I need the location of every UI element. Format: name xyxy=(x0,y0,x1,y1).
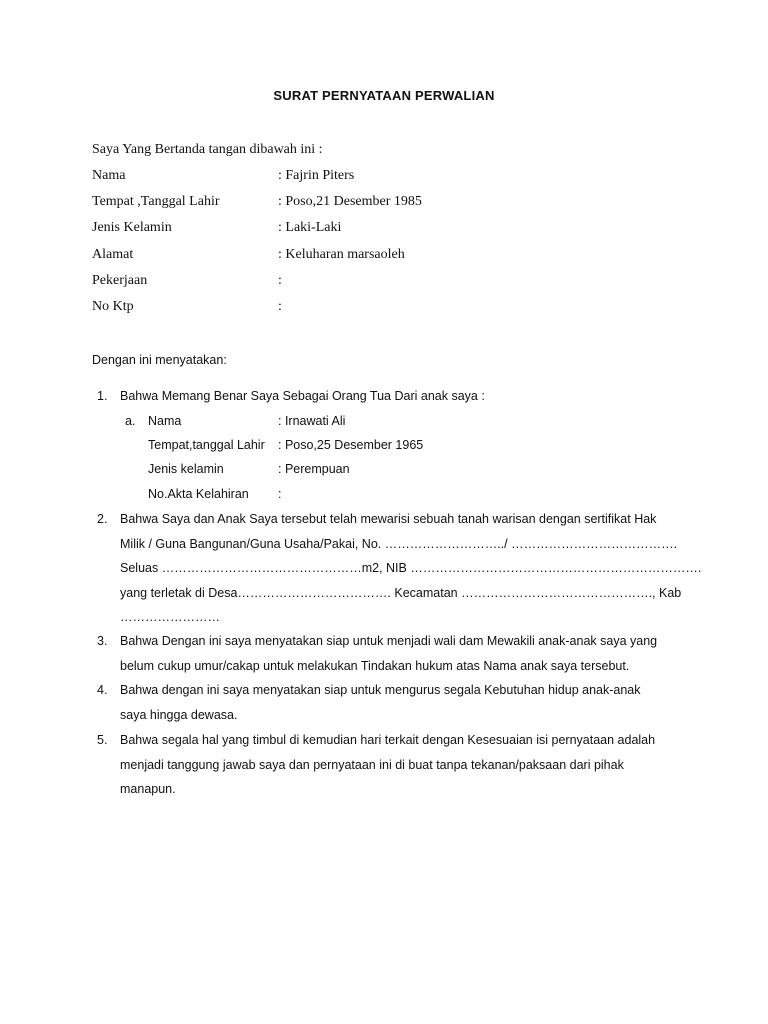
child-value: : xyxy=(278,487,282,501)
statement-intro: Dengan ini menyatakan: xyxy=(92,353,227,367)
child-row-akta xyxy=(0,487,768,507)
identity-value: : xyxy=(278,273,282,288)
item-text-block xyxy=(120,728,680,802)
identity-label: Tempat ,Tanggal Lahir xyxy=(92,194,220,209)
item-text-line: Bahwa Dengan ini saya menyatakan siap untuk menjadi wali dam Mewakili anak-anak saya yang xyxy=(120,634,658,648)
identity-label: Nama xyxy=(92,168,126,183)
identity-value: : Fajrin Piters xyxy=(278,168,355,183)
identity-value: : Poso,21 Desember 1985 xyxy=(278,194,422,209)
item-text-line: saya hingga dewasa. xyxy=(120,707,238,722)
item-text-line: Milik / Guna Bangunan/Guna Usaha/Pakai, No. ………………………../ …………………………………. xyxy=(120,536,678,551)
identity-label: Alamat xyxy=(92,247,134,262)
child-label: No.Akta Kelahiran xyxy=(148,487,249,501)
child-value: : Irnawati Ali xyxy=(278,414,346,428)
item-text-line: yang terletak di Desa………………………………. Kecamatan ………………………………………., Kab xyxy=(120,585,682,600)
item-text-line: Bahwa segala hal yang timbul di kemudian hari terkait dengan Kesesuaian isi pernyataan adalah xyxy=(120,733,656,747)
identity-value: : xyxy=(278,299,282,314)
child-row-gender xyxy=(0,462,768,482)
child-label: Nama xyxy=(148,414,182,428)
item-number: 2. xyxy=(97,512,108,526)
item-number: 5. xyxy=(97,733,108,747)
item-text-line: belum cukup umur/cakap untuk melakukan Tindakan hukum atas Nama anak saya tersebut. xyxy=(120,658,630,673)
child-label: Jenis kelamin xyxy=(148,462,224,476)
identity-value: : Keluharan marsaoleh xyxy=(278,247,405,262)
child-row-name xyxy=(0,414,768,434)
item-text-block xyxy=(120,678,680,727)
item-text: Bahwa Memang Benar Saya Sebagai Orang Tua Dari anak saya : xyxy=(120,389,485,403)
identity-label: No Ktp xyxy=(92,299,134,314)
sub-marker: a. xyxy=(125,414,136,428)
item-text-line: Bahwa dengan ini saya menyatakan siap untuk mengurus segala Kebutuhan hidup anak-anak xyxy=(120,683,641,697)
child-label: Tempat,tanggal Lahir xyxy=(148,438,265,452)
item-text-line: manapun. xyxy=(120,782,176,796)
item-text-block xyxy=(120,629,680,678)
item-text-line: …………………… xyxy=(120,610,220,624)
item-number: 1. xyxy=(97,389,108,403)
identity-value: : Laki-Laki xyxy=(278,220,342,235)
item-number: 3. xyxy=(97,634,108,648)
identity-label: Jenis Kelamin xyxy=(92,220,172,235)
item-text-block xyxy=(120,507,702,630)
document-title: SURAT PERNYATAAN PERWALIAN xyxy=(273,88,495,103)
identity-label: Pekerjaan xyxy=(92,273,148,288)
item-text-line: menjadi tanggung jawab saya dan pernyataan ini di buat tanpa tekanan/paksaan dari pihak xyxy=(120,757,624,772)
item-text-line: Bahwa Saya dan Anak Saya tersebut telah mewarisi sebuah tanah warisan dengan sertifikat Hak xyxy=(120,512,657,526)
item-number: 4. xyxy=(97,683,108,697)
child-value: : Poso,25 Desember 1965 xyxy=(278,438,424,452)
child-row-birth xyxy=(0,438,768,458)
intro-text: Saya Yang Bertanda tangan dibawah ini : xyxy=(92,142,323,157)
child-value: : Perempuan xyxy=(278,462,350,476)
item-text-line: Seluas …………………………………………m2, NIB ……………………………………………………………. xyxy=(120,561,702,575)
